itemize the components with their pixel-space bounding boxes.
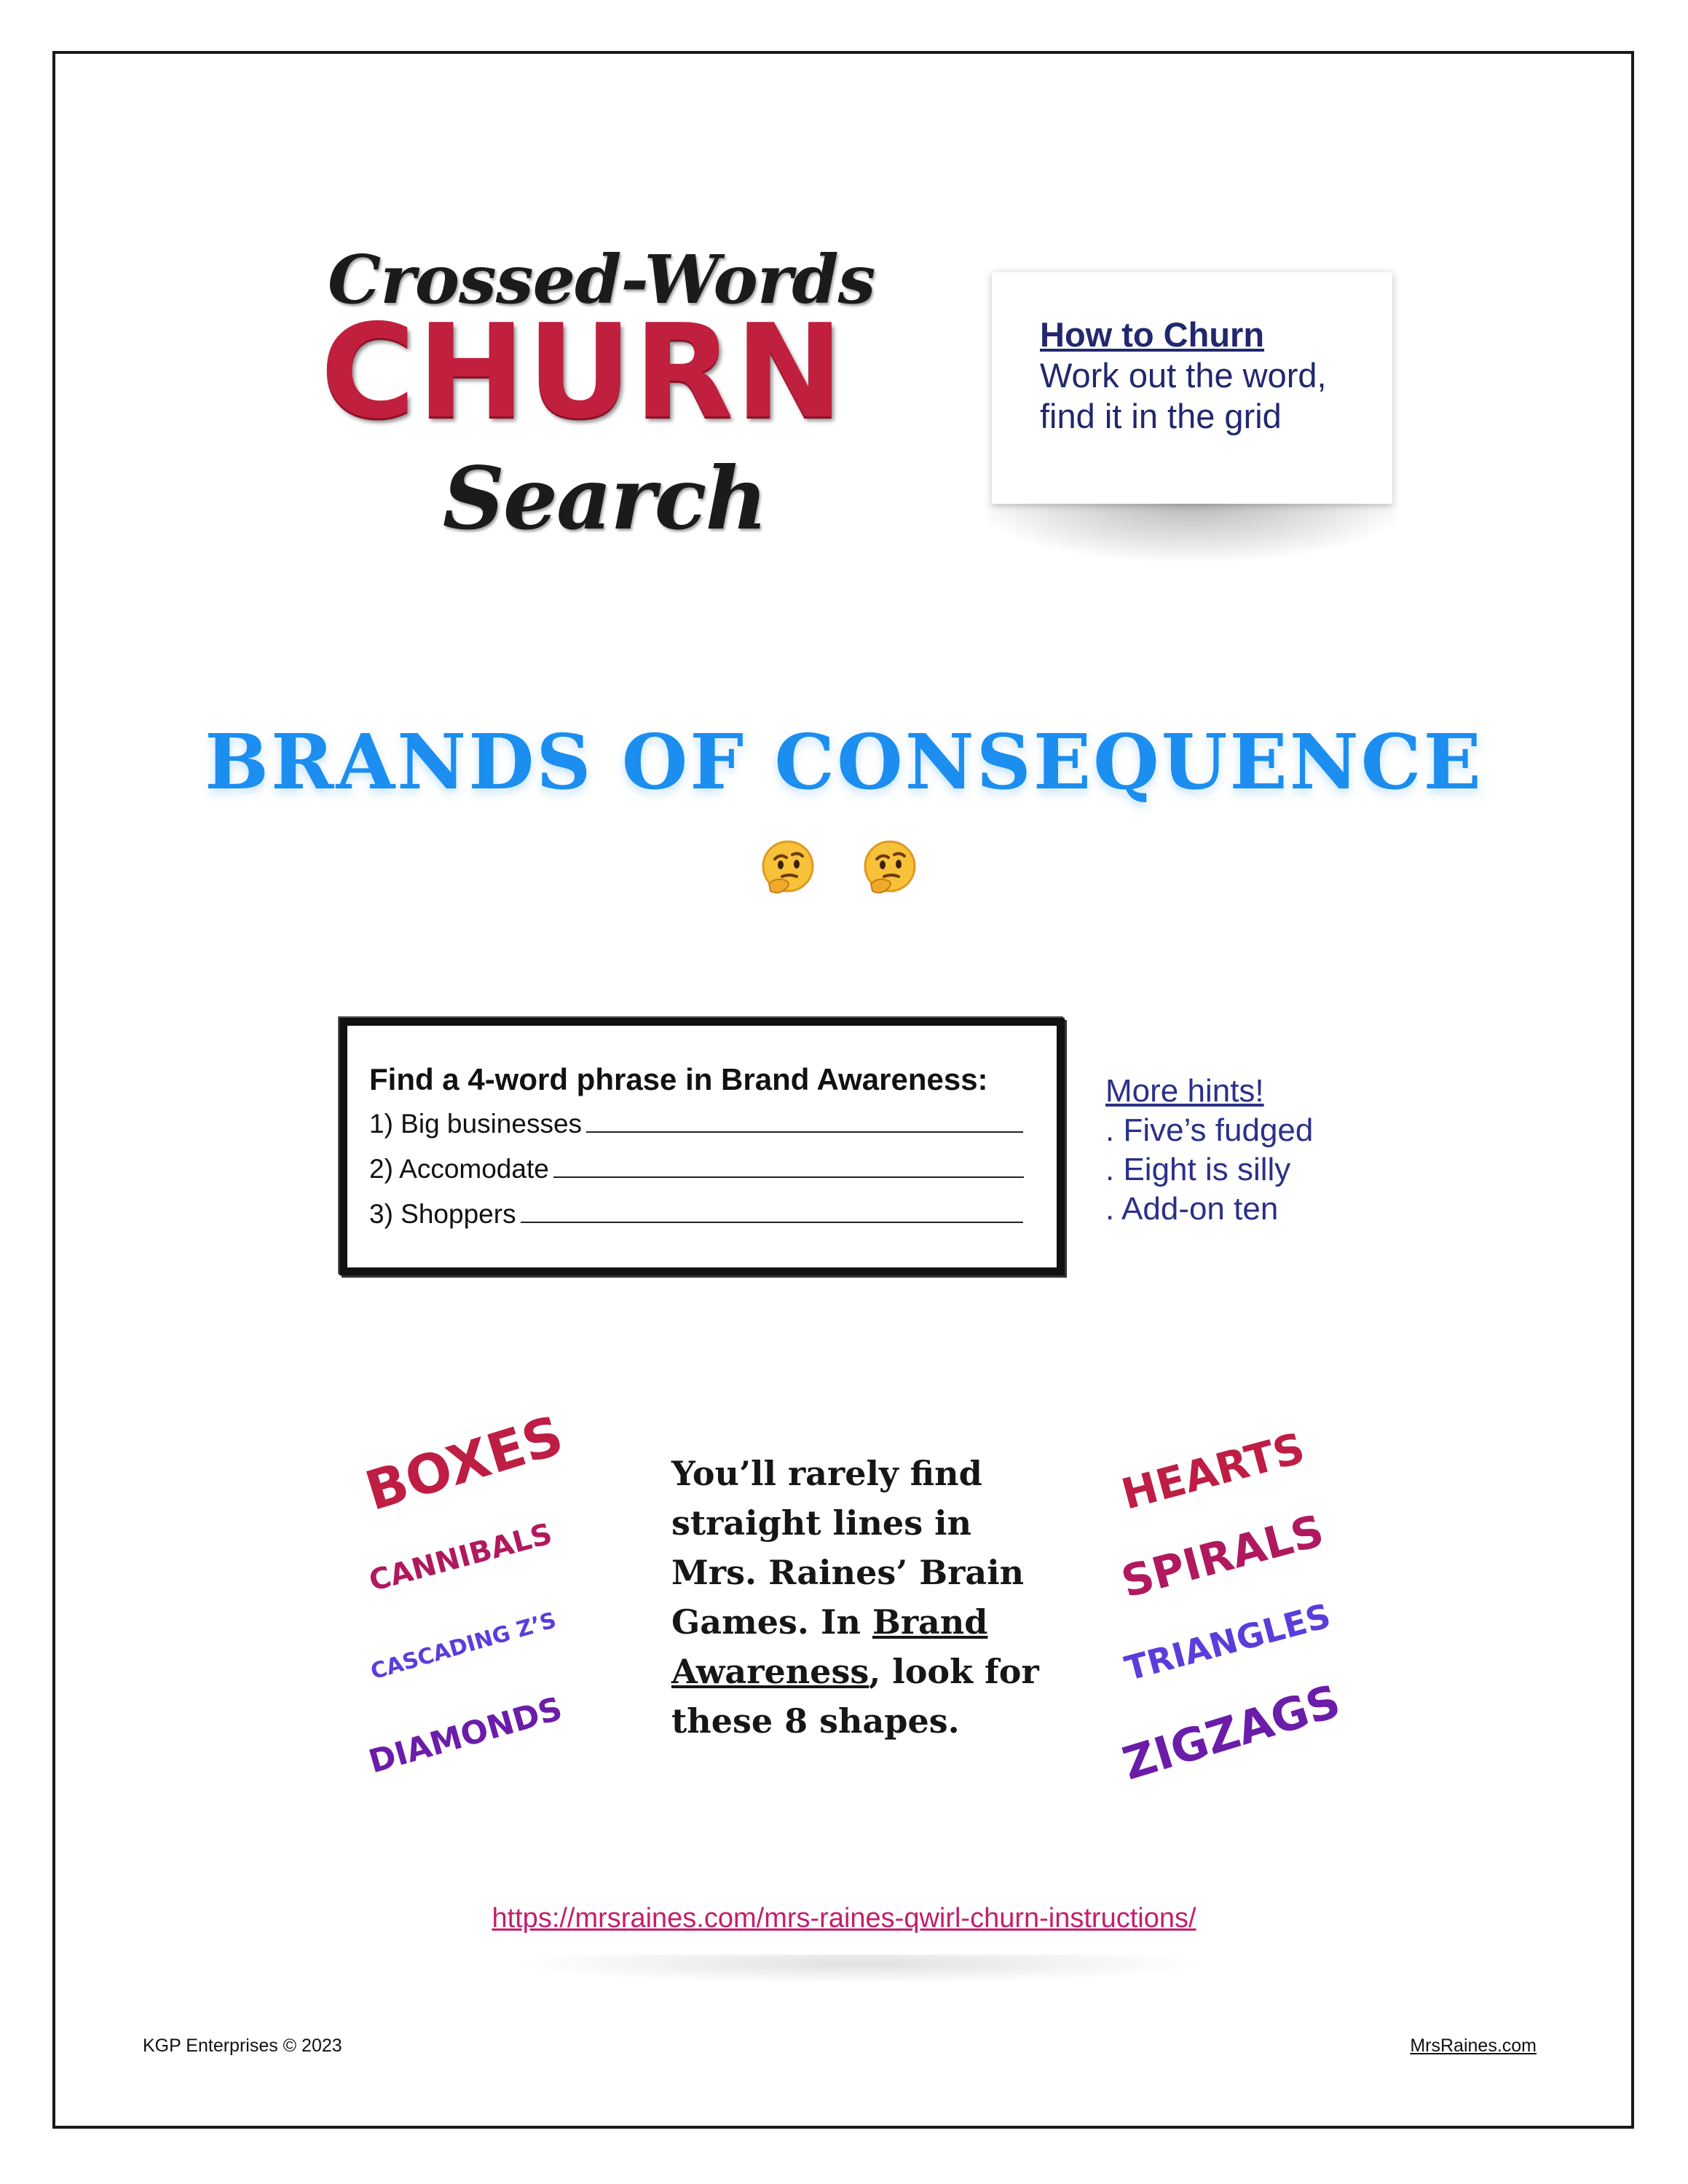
shape-label-cascading-zs: CASCADING Z’S (368, 1607, 559, 1685)
logo-line-search: Search (442, 448, 767, 549)
answer-line[interactable] (521, 1200, 1023, 1223)
instructions-link[interactable]: https://mrsraines.com/mrs-raines-qwirl-churn-instructions/ (492, 1903, 1196, 1934)
clue-row (369, 1101, 1057, 1147)
clue-row (369, 1147, 1057, 1192)
shapes-instructions (671, 1449, 1050, 1746)
thinking-face-icon (859, 837, 920, 898)
instructions-text: You’ll rarely find straight lines in Mrs. Raines’ Brain Games. In (671, 1454, 1025, 1642)
site-link[interactable]: MrsRaines.com (1410, 2035, 1537, 2056)
clue-label: 3) Shoppers (369, 1199, 516, 1229)
more-hints-title[interactable]: More hints! (1105, 1073, 1264, 1109)
clue-row (369, 1192, 1057, 1237)
logo (320, 240, 875, 549)
shape-label-hearts: HEARTS (1116, 1423, 1310, 1519)
shape-label-triangles: TRIANGLES (1121, 1595, 1335, 1689)
shape-label-cannibals: CANNIBALS (366, 1517, 556, 1599)
emoji-row (757, 837, 932, 903)
how-to-note (992, 272, 1392, 504)
how-to-title: How to Churn (1040, 315, 1265, 354)
answer-line[interactable] (553, 1155, 1024, 1178)
shape-label-diamonds: DIAMONDS (364, 1690, 567, 1781)
shape-label-zigzags: ZIGZAGS (1116, 1674, 1346, 1791)
more-hints (1105, 1072, 1411, 1229)
hint-item: . Five’s fudged (1105, 1112, 1314, 1148)
puzzle-title: BRANDS OF CONSEQUENCE (205, 717, 1483, 807)
shape-label-boxes: BOXES (358, 1404, 571, 1524)
clue-label: 2) Accomodate (369, 1154, 549, 1184)
instructions-text-end: , look for these 8 shapes. (671, 1652, 1039, 1741)
copyright: KGP Enterprises © 2023 (143, 2035, 342, 2056)
link-shadow (510, 1955, 1209, 1984)
clue-label: 1) Big businesses (369, 1109, 583, 1139)
shape-label-spirals: SPIRALS (1116, 1505, 1329, 1608)
hint-item: . Eight is silly (1105, 1152, 1291, 1187)
thinking-face-icon (757, 837, 819, 898)
hint-item: . Add-on ten (1105, 1191, 1279, 1227)
logo-line-churn: CHURN (320, 296, 845, 447)
answer-line[interactable] (586, 1109, 1023, 1133)
find-heading: Find a 4-word phrase in Brand Awareness: (369, 1062, 988, 1096)
find-phrase-box (339, 1018, 1065, 1275)
brand-awareness-underlined: Brand Awareness (671, 1602, 988, 1691)
logo-line-crossed-words: Crossed-Words (328, 240, 875, 319)
note-shadow (985, 502, 1400, 561)
how-to-text: Work out the word, find it in the grid (1040, 356, 1327, 435)
